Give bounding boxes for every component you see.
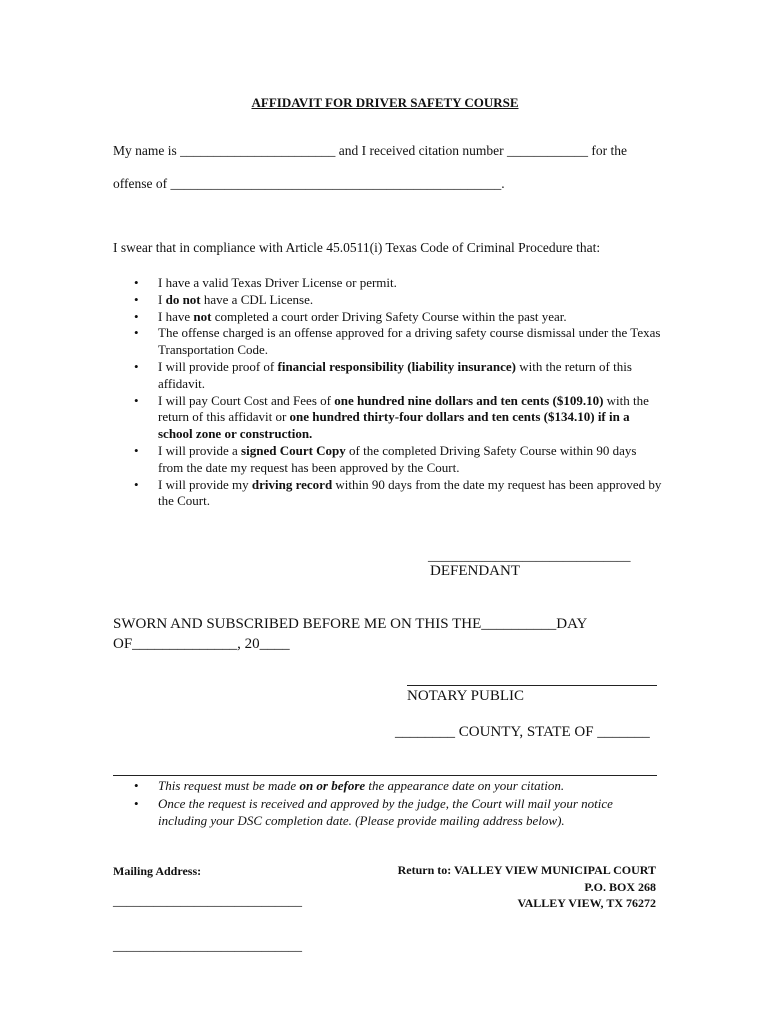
mailing-address-line-1[interactable]: ____________________________ xyxy=(113,893,302,908)
condition-item: • The offense charged is an offense approved for a driving safety course dismissal under the Texas Transportation Code. xyxy=(134,325,664,359)
return-po-box: P.O. BOX 268 xyxy=(584,879,656,894)
defendant-signature-line[interactable]: ______________________________ xyxy=(428,548,631,563)
defendant-label: DEFENDANT xyxy=(430,563,520,579)
return-to-court: Return to: VALLEY VIEW MUNICIPAL COURT xyxy=(397,863,656,877)
note-item: • Once the request is received and approved by the judge, the Court will mail your notice including your DSC completion date. (Please provide mailing address below). xyxy=(134,795,664,830)
section-divider xyxy=(113,775,657,776)
condition-item: • I do not have a CDL License. xyxy=(134,292,664,309)
sworn-statement-line2: OF______________, 20____ xyxy=(113,636,290,652)
intro-name-citation-line: My name is _______________________ and I received citation number ____________ for the xyxy=(113,143,628,158)
document-title: AFFIDAVIT FOR DRIVER SAFETY COURSE xyxy=(251,95,519,110)
conditions-list xyxy=(134,275,664,510)
condition-item: • I have not completed a court order Driving Safety Course within the past year. xyxy=(134,309,664,326)
condition-item: • I will provide my driving record within 90 days from the date my request has been approved by the Court. xyxy=(134,477,664,511)
notes-list xyxy=(134,777,664,830)
condition-item: • I have a valid Texas Driver License or permit. xyxy=(134,275,664,292)
sworn-statement-line1: SWORN AND SUBSCRIBED BEFORE ME ON THIS THE__________DAY xyxy=(113,616,588,632)
note-item: • This request must be made on or before the appearance date on your citation. xyxy=(134,777,664,795)
notary-public-label: NOTARY PUBLIC xyxy=(407,688,525,704)
mailing-address-label: Mailing Address: xyxy=(113,864,202,878)
condition-item: • I will pay Court Cost and Fees of one hundred nine dollars and ten cents ($109.10) with the return of this affidavit or one hundred thirty-four dollars and ten cents ($134.10) if in a school zone or construction. xyxy=(134,393,664,443)
condition-item: • I will provide proof of financial responsibility (liability insurance) with the return of this affidavit. xyxy=(134,359,664,393)
mailing-address-line-2[interactable]: ____________________________ xyxy=(113,938,302,953)
swear-statement: I swear that in compliance with Article 45.0511(i) Texas Code of Criminal Procedure that: xyxy=(113,240,601,255)
return-city-state-zip: VALLEY VIEW, TX 76272 xyxy=(517,896,656,910)
intro-offense-line: offense of _________________________________________________. xyxy=(113,176,505,191)
return-address-block xyxy=(398,862,656,912)
notary-signature-line[interactable] xyxy=(407,685,657,686)
county-state-line: ________ COUNTY, STATE OF _______ xyxy=(395,724,650,740)
condition-item: • I will provide a signed Court Copy of the completed Driving Safety Course within 90 days from the date my request has been approved by the Court. xyxy=(134,443,664,477)
